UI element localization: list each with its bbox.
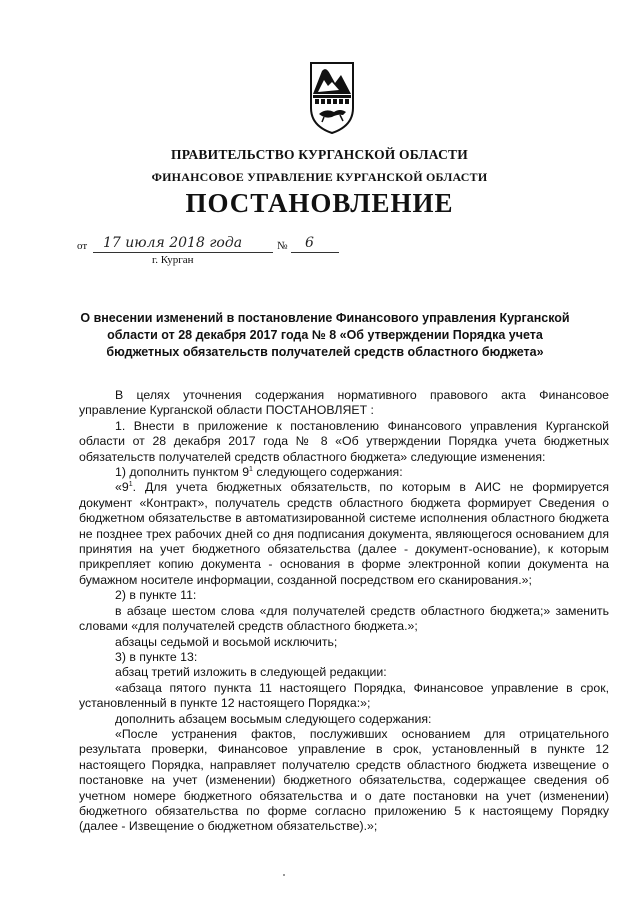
- date-underline: [93, 252, 273, 253]
- department-title: ФИНАНСОВОЕ УПРАВЛЕНИЕ КУРГАНСКОЙ ОБЛАСТИ: [151, 170, 488, 184]
- document-type-title: ПОСТАНОВЛЕНИЕ: [185, 188, 454, 218]
- paragraph: в абзаце шестом слова «для получателей средств областного бюджета;» заменить словами «для получателей средств областного бюджета.»;: [79, 603, 609, 634]
- handwritten-number: 6: [305, 235, 314, 251]
- coat-of-arms-icon: [310, 62, 354, 134]
- government-title: ПРАВИТЕЛЬСТВО КУРГАНСКОЙ ОБЛАСТИ: [171, 147, 468, 162]
- document-subject: О внесении изменений в постановление Финансового управления Курганской области от 28 декабря 2017 года № 8 «Об утверждении Порядка учета бюджетных обязательств получателей средств областного бюджета»: [80, 311, 570, 359]
- paragraph: «абзаца пятого пункта 11 настоящего Порядка, Финансовое управление в срок, установленный в пункте 12 настоящего Порядка:»;: [79, 680, 609, 711]
- paragraph: В целях уточнения содержания нормативного правового акта Финансовое управление Курганской области ПОСТАНОВЛЯЕТ :: [79, 388, 609, 418]
- paragraph: 1. Внести в приложение к постановлению Финансового управления Курганской области от 28 декабря 2017 года № 8 «Об утверждении Порядка учета бюджетных обязательств получателей средств областного бюджета» следующие изменения:: [79, 418, 609, 464]
- scan-speck: [283, 874, 285, 876]
- document-body: [79, 388, 609, 835]
- number-underline: [291, 252, 339, 253]
- paragraph: абзац третий изложить в следующей редакции:: [115, 665, 387, 680]
- city-label: г. Курган: [152, 254, 194, 266]
- paragraph: «$9^1$. Для учета бюджетных обязательств, по которым в АИС не формируется документ «Контракт», получатель средств областного бюджета формирует Сведения о бюджетном обязательстве в автоматизированной системе исполнения областного бюджета не позднее трех рабочих дней со дня подписания документа, являющегося основанием для принятия на учет бюджетного обязательства (далее - документ-основание), к которым прикрепляет копию документа - основания в форме электронной копии документа на бумажном носителе информации, созданной посредством его сканирования.»;: [79, 480, 609, 587]
- paragraph: 1) дополнить пунктом $9^1$ следующего содержания:: [115, 465, 403, 480]
- paragraph: 2) в пункте 11:: [115, 588, 197, 603]
- paragraph: 3) в пункте 13:: [115, 649, 198, 664]
- date-number-row: [77, 235, 377, 255]
- number-label: №: [277, 240, 288, 252]
- paragraph: дополнить абзацем восьмым следующего содержания:: [115, 711, 432, 726]
- handwritten-date: 17 июля 2018 года: [103, 235, 243, 251]
- date-from-label: от: [77, 240, 88, 252]
- paragraph: абзацы седьмой и восьмой исключить;: [115, 634, 338, 649]
- paragraph: «После устранения фактов, послуживших основанием для отрицательного результата проверки, Финансовое управление в срок, установленный в пункте 12 настоящего Порядка, направляет получателю средств областного бюджета извещение о постановке на учет (изменении) бюджетного обязательства, содержащее сведения об учетном номере бюджетного обязательства и о дате постановки на учет (изменении) бюджетного обязательства по форме согласно приложению 5 к настоящему Порядку (далее - Извещение о бюджетном обязательстве).»;: [79, 726, 609, 834]
